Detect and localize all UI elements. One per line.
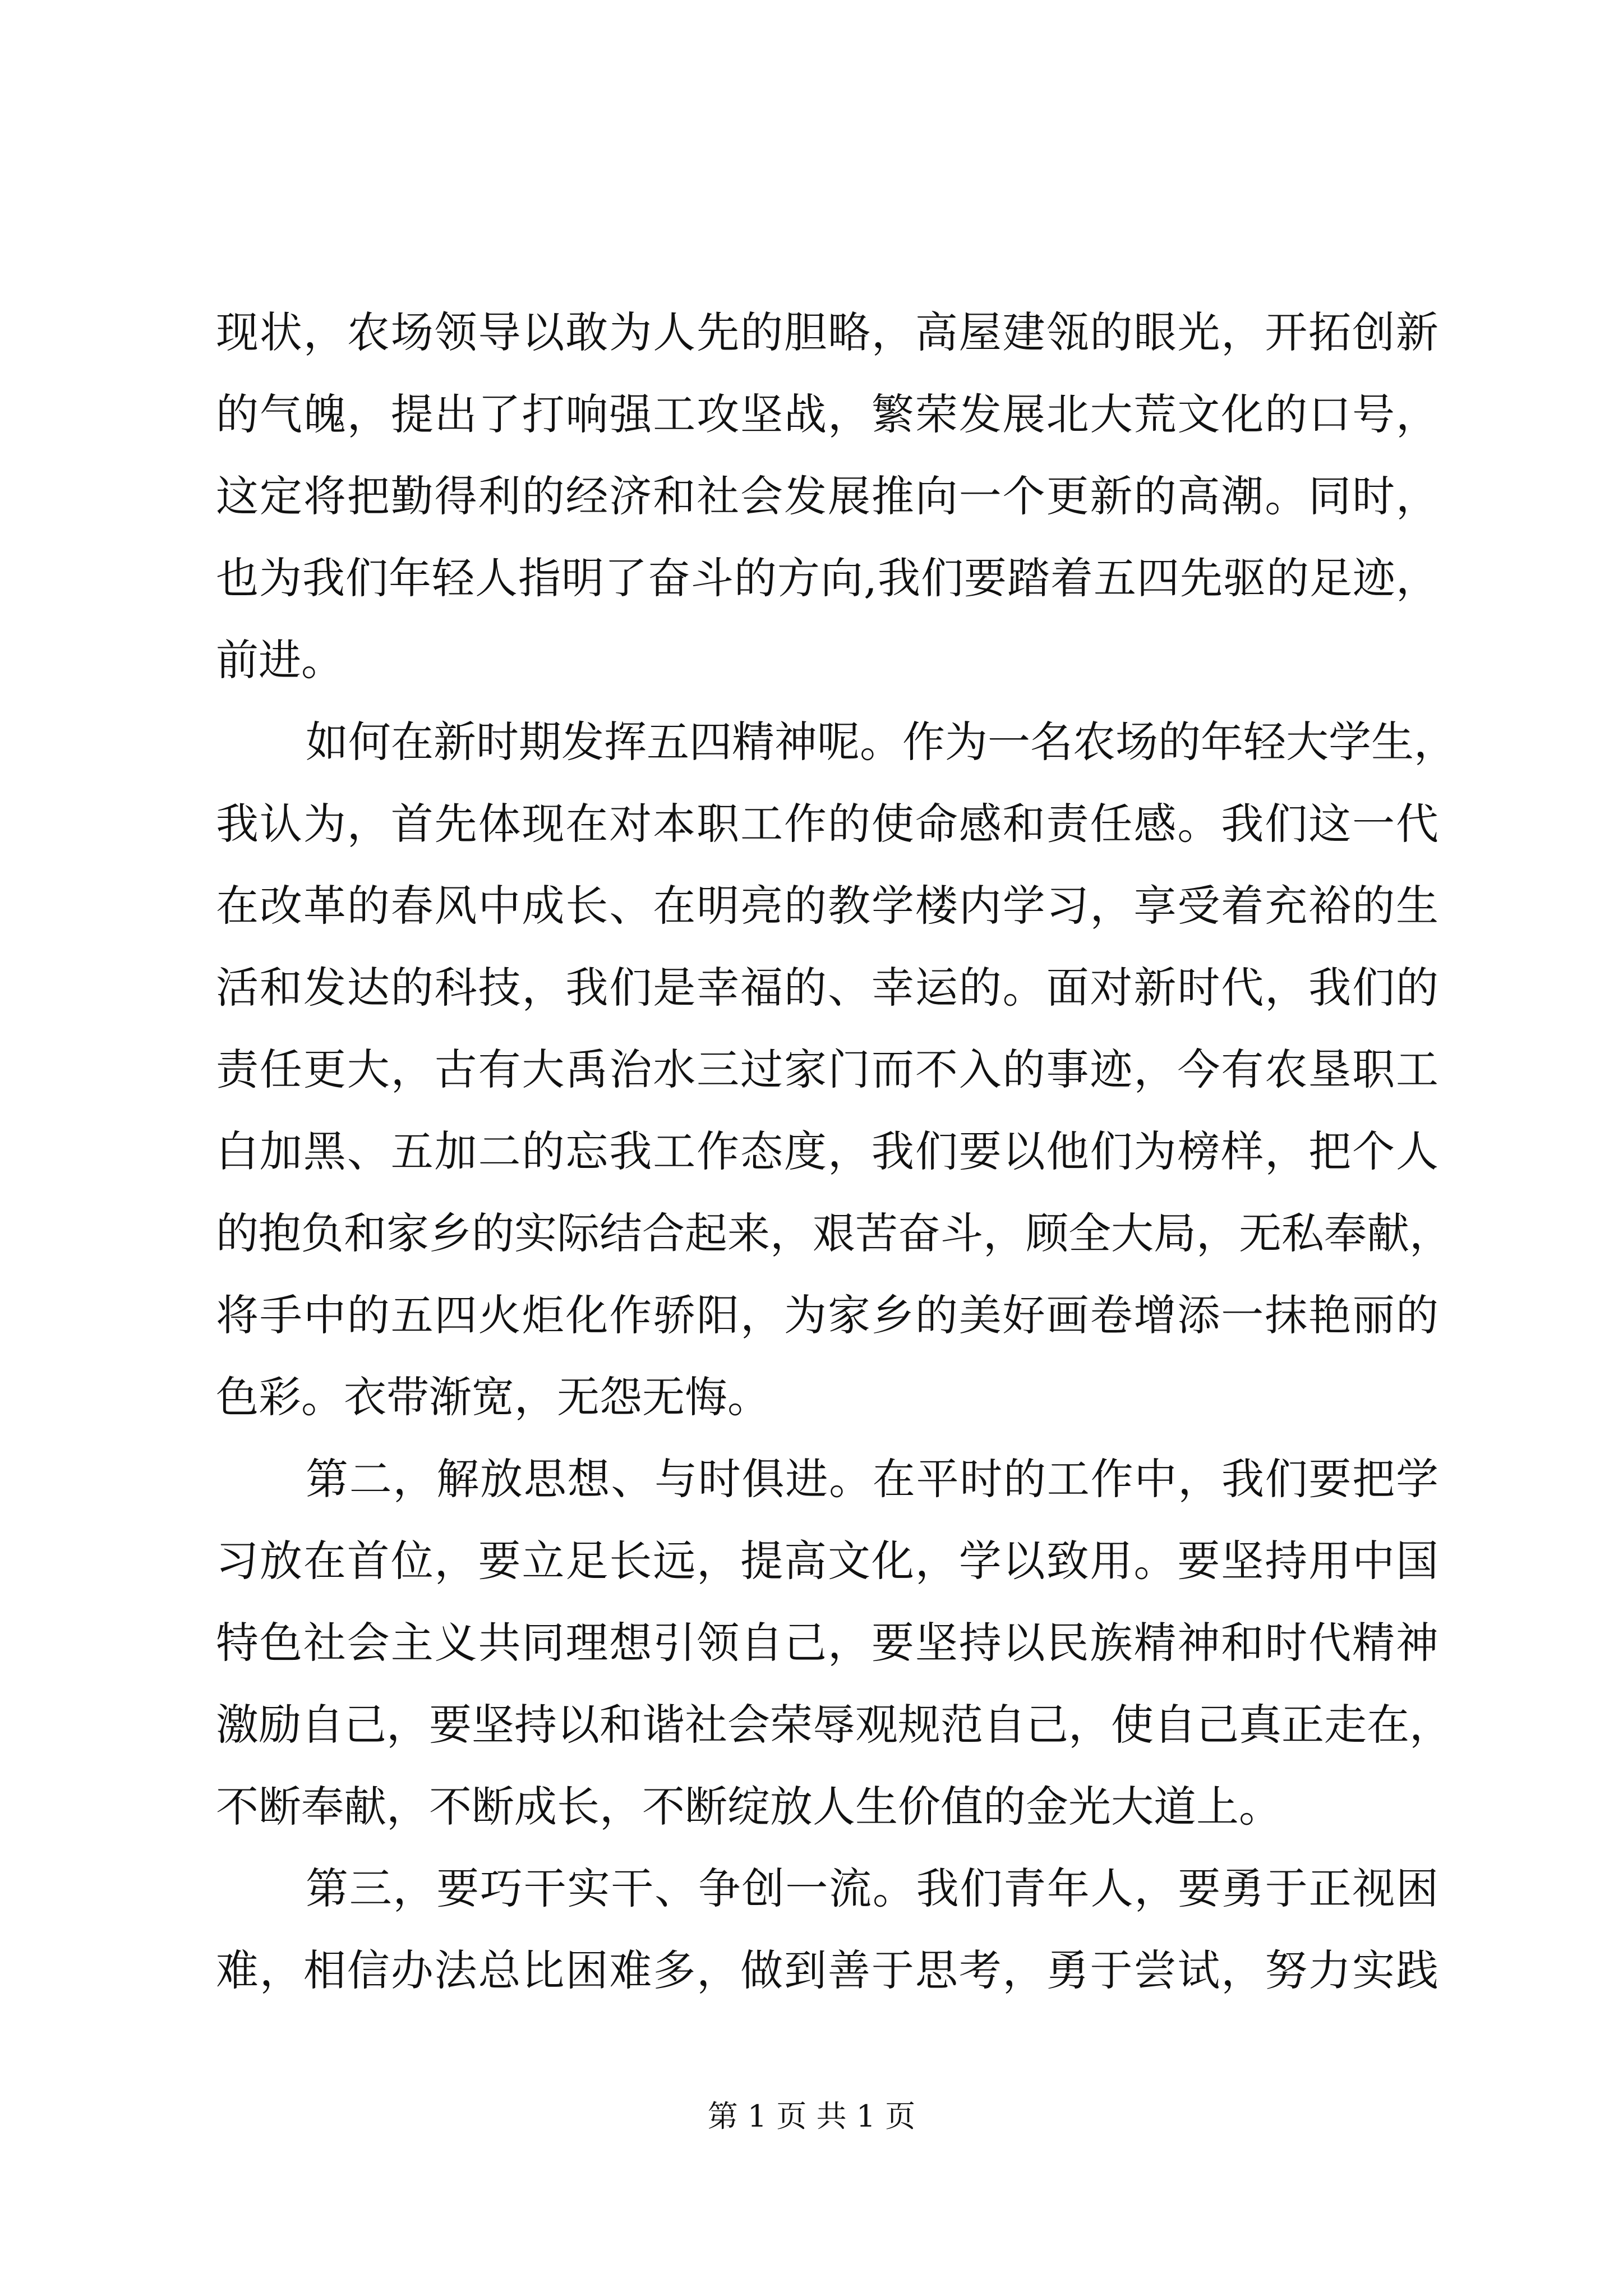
text-line: 在改革的春风中成长、在明亮的教学楼内学习，享受着充裕的生 — [216, 881, 1438, 931]
text-line: 也为我们年轻人指明了奋斗的方向,我们要踏着五四先驱的足迹， — [216, 553, 1438, 603]
page-number-footer: 第 1 页 共 1 页 — [707, 2099, 916, 2134]
text-line: 现状，农场领导以敢为人先的胆略，高屋建瓴的眼光，开拓创新 — [216, 307, 1438, 357]
text-line: 的气魄，提出了打响强工攻坚战，繁荣发展北大荒文化的口号， — [216, 389, 1438, 439]
text-line: 的抱负和家乡的实际结合起来，艰苦奋斗，顾全大局，无私奉献， — [216, 1208, 1452, 1258]
text-line: 难，相信办法总比困难多，做到善于思考，勇于尝试，努力实践 — [216, 1945, 1438, 1995]
text-line: 色彩。衣带渐宽，无怨无悔。 — [216, 1372, 770, 1422]
text-line: 白加黑、五加二的忘我工作态度，我们要以他们为榜样，把个人 — [216, 1126, 1438, 1176]
text-line: 活和发达的科技，我们是幸福的、幸运的。面对新时代，我们的 — [216, 963, 1438, 1013]
text-line: 将手中的五四火炬化作骄阳，为家乡的美好画卷增添一抹艳丽的 — [216, 1290, 1438, 1340]
text-line: 第二，解放思想、与时俱进。在平时的工作中，我们要把学 — [306, 1454, 1438, 1504]
text-line: 责任更大，古有大禹治水三过家门而不入的事迹，今有农垦职工 — [216, 1045, 1438, 1094]
text-line: 我认为，首先体现在对本职工作的使命感和责任感。我们这一代 — [216, 799, 1438, 849]
text-line: 这定将把勤得利的经济和社会发展推向一个更新的高潮。同时， — [216, 471, 1438, 521]
text-line: 如何在新时期发挥五四精神呢。作为一名农场的年轻大学生， — [306, 717, 1456, 767]
text-line: 激励自己，要坚持以和谐社会荣辱观规范自己，使自己真正走在， — [216, 1700, 1452, 1750]
document-body — [216, 292, 1456, 2012]
text-line: 前进。 — [216, 635, 344, 685]
text-line: 不断奉献，不断成长，不断绽放人生价值的金光大道上。 — [216, 1782, 1281, 1832]
text-line: 第三，要巧干实干、争创一流。我们青年人，要勇于正视困 — [306, 1864, 1438, 1913]
text-line: 特色社会主义共同理想引领自己，要坚持以民族精神和时代精神 — [216, 1618, 1438, 1668]
text-line: 习放在首位，要立足长远，提高文化，学以致用。要坚持用中国 — [216, 1536, 1438, 1586]
